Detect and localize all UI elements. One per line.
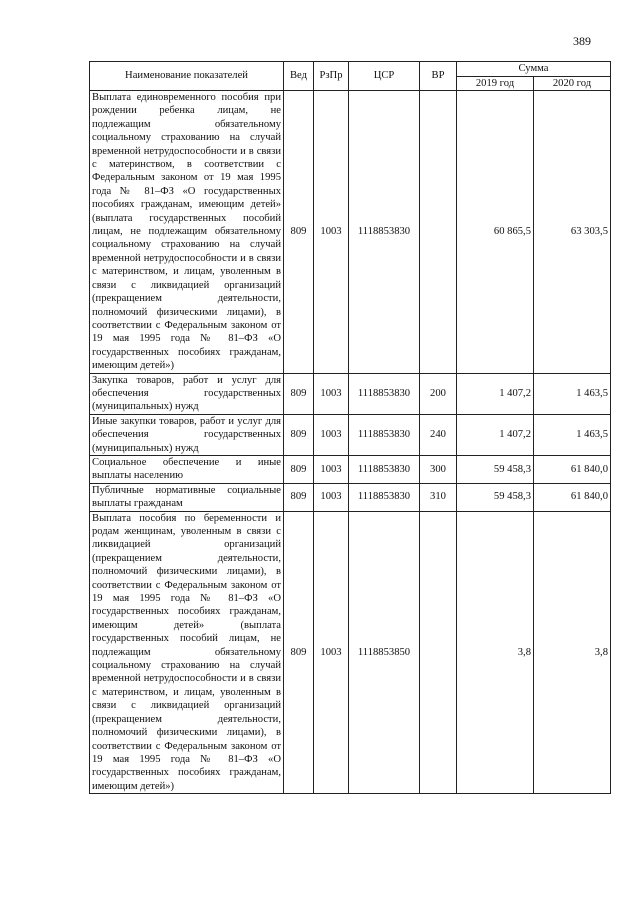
row-ved: 809 (284, 91, 314, 374)
table-row (90, 373, 611, 414)
row-vr (420, 511, 457, 794)
row-rzpr: 1003 (314, 91, 349, 374)
table-row (90, 91, 611, 374)
row-rzpr: 1003 (314, 373, 349, 414)
row-name: Закупка товаров, работ и услуг для обеспечения государственных (муниципальных) нужд (90, 373, 284, 414)
row-csr: 1118853850 (349, 511, 420, 794)
row-rzpr: 1003 (314, 483, 349, 511)
row-vr: 200 (420, 373, 457, 414)
row-2020: 3,8 (534, 511, 611, 794)
header-2019: 2019 год (457, 76, 534, 91)
table-header (90, 62, 611, 91)
row-rzpr: 1003 (314, 511, 349, 794)
row-name: Публичные нормативные социальные выплаты гражданам (90, 483, 284, 511)
table-body (90, 91, 611, 794)
row-2020: 1 463,5 (534, 373, 611, 414)
row-2019: 1 407,2 (457, 373, 534, 414)
row-ved: 809 (284, 483, 314, 511)
row-2020: 61 840,0 (534, 455, 611, 483)
row-name: Выплата единовременного пособия при рождении ребенка лицам, не подлежащим обязательному социальному страхованию на случай временной нетрудоспособности и в связи с материнством, в соответствии с Федеральным законом от 19 мая 1995 года № 81–ФЗ «О государственных пособиях гражданам, имеющим детей» (выплата государственных пособий лицам, не подлежащим обязательному социальному страхованию на случай временной нетрудоспособности и в связи с материнством, и лицам, уволенным в связи с ликвидацией организаций (прекращением деятельности, полномочий физическими лицами), в соответствии с Федеральным законом от 19 мая 1995 года № 81–ФЗ «О государственных пособиях гражданам, имеющим детей») (90, 91, 284, 374)
row-vr: 240 (420, 414, 457, 455)
header-vr: ВР (420, 62, 457, 91)
row-ved: 809 (284, 455, 314, 483)
row-2019: 1 407,2 (457, 414, 534, 455)
row-name: Социальное обеспечение и иные выплаты населению (90, 455, 284, 483)
table-row (90, 455, 611, 483)
page-number: 389 (573, 34, 591, 48)
row-2020: 1 463,5 (534, 414, 611, 455)
table-row (90, 483, 611, 511)
row-vr: 300 (420, 455, 457, 483)
header-csr: ЦСР (349, 62, 420, 91)
header-2020: 2020 год (534, 76, 611, 91)
row-ved: 809 (284, 511, 314, 794)
row-csr: 1118853830 (349, 455, 420, 483)
table-row (90, 511, 611, 794)
header-ved: Вед (284, 62, 314, 91)
row-ved: 809 (284, 414, 314, 455)
row-2019: 3,8 (457, 511, 534, 794)
row-2019: 60 865,5 (457, 91, 534, 374)
row-vr (420, 91, 457, 374)
table-row (90, 414, 611, 455)
row-csr: 1118853830 (349, 414, 420, 455)
header-rzpr: РзПр (314, 62, 349, 91)
row-name: Выплата пособия по беременности и родам женщинам, уволенным в связи с ликвидацией организаций (прекращением деятельности, полномочий физическими лицами), в соответствии с Федеральным законом от 19 мая 1995 года № 81–ФЗ «О государственных пособиях гражданам, имеющим детей» (выплата государственных пособий лицам, не подлежащим обязательному социальному страхованию на случай временной нетрудоспособности и в связи с материнством, и лицам, уволенным в связи с ликвидацией организаций (прекращением деятельности, полномочий физическими лицами), в соответствии с Федеральным законом от 19 мая 1995 года № 81–ФЗ «О государственных пособиях гражданам, имеющим детей») (90, 511, 284, 794)
row-name: Иные закупки товаров, работ и услуг для обеспечения государственных (муниципальных) нужд (90, 414, 284, 455)
row-csr: 1118853830 (349, 483, 420, 511)
row-ved: 809 (284, 373, 314, 414)
header-name: Наименование показателей (90, 62, 284, 91)
budget-table (89, 61, 611, 794)
row-rzpr: 1003 (314, 455, 349, 483)
row-2019: 59 458,3 (457, 483, 534, 511)
row-csr: 1118853830 (349, 373, 420, 414)
row-vr: 310 (420, 483, 457, 511)
row-2019: 59 458,3 (457, 455, 534, 483)
row-rzpr: 1003 (314, 414, 349, 455)
row-csr: 1118853830 (349, 91, 420, 374)
row-2020: 63 303,5 (534, 91, 611, 374)
row-2020: 61 840,0 (534, 483, 611, 511)
header-sum: Сумма (457, 62, 611, 77)
